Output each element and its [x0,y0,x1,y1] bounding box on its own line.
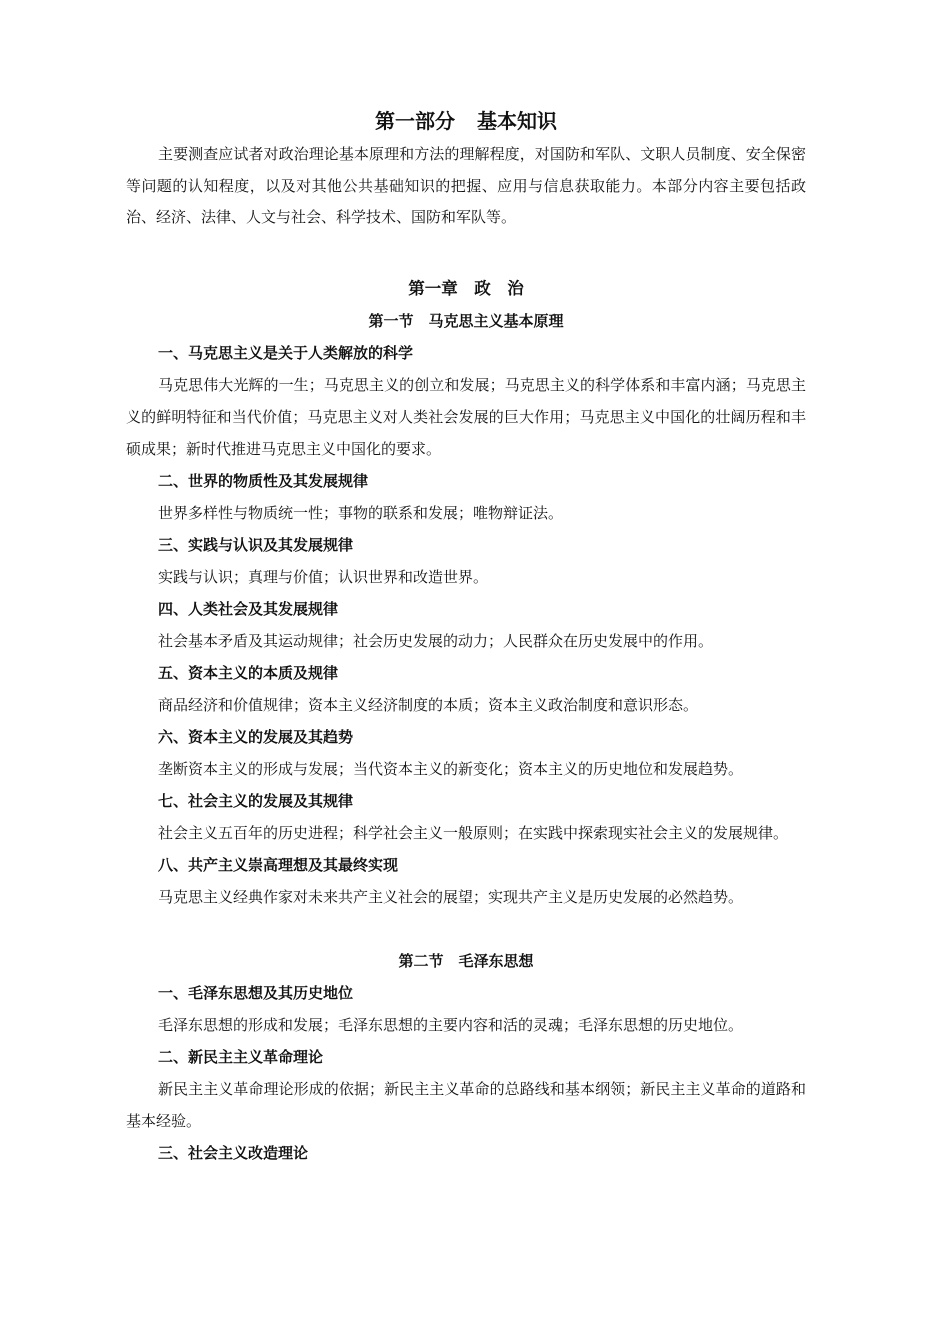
topic-body: 社会主义五百年的历史进程；科学社会主义一般原则；在实践中探索现实社会主义的发展规律。 [158,823,789,842]
topic-body: 世界多样性与物质统一性；事物的联系和发展；唯物辩证法。 [158,503,564,522]
topic-body: 垄断资本主义的形成与发展；当代资本主义的新变化；资本主义的历史地位和发展趋势。 [158,759,744,778]
topic-heading: 一、马克思主义是关于人类解放的科学 [158,343,414,362]
document-page [126,103,806,1169]
topic-body: 马克思主义经典作家对未来共产主义社会的展望；实现共产主义是历史发展的必然趋势。 [158,887,744,906]
part-title [126,103,806,139]
topic-body: 社会基本矛盾及其运动规律；社会历史发展的动力；人民群众在历史发展中的作用。 [158,631,714,650]
topic-heading: 四、人类社会及其发展规律 [158,599,339,618]
topic-heading: 六、资本主义的发展及其趋势 [158,727,354,746]
part-title-name: 基本知识 [477,109,557,133]
part-intro: 主要测查应试者对政治理论基本原理和方法的理解程度，对国防和军队、文职人员制度、安全保密等问题的认知程度，以及对其他公共基础知识的把握、应用与信息获取能力。本部分内容主要包括政治、经济、法律、人文与社会、科学技术、国防和军队等。 [126,145,806,226]
topic-heading: 八、共产主义崇高理想及其最终实现 [158,855,399,874]
part-title-number: 第一部分 [375,109,455,133]
topic-heading: 五、资本主义的本质及规律 [158,663,339,682]
topic-heading: 二、世界的物质性及其发展规律 [158,471,369,490]
section-1-topics [126,337,806,913]
topic-body: 商品经济和价值规律；资本主义经济制度的本质；资本主义政治制度和意识形态。 [158,695,699,714]
topic-heading: 一、毛泽东思想及其历史地位 [158,983,354,1002]
section-2-topics [126,977,806,1169]
topic-body: 新民主主义革命理论形成的依据；新民主主义革命的总路线和基本纲领；新民主主义革命的道路和基本经验。 [126,1079,806,1130]
topic-heading: 三、实践与认识及其发展规律 [158,535,354,554]
topic-heading: 二、新民主主义革命理论 [158,1047,324,1066]
topic-heading: 七、社会主义的发展及其规律 [158,791,354,810]
section-title-2: 第二节 毛泽东思想 [398,951,534,970]
section-title-1: 第一节 马克思主义基本原理 [368,311,564,330]
topic-body: 实践与认识；真理与价值；认识世界和改造世界。 [158,567,489,586]
topic-body: 马克思伟大光辉的一生；马克思主义的创立和发展；马克思主义的科学体系和丰富内涵；马克思主义的鲜明特征和当代价值；马克思主义对人类社会发展的巨大作用；马克思主义中国化的壮阔历程和丰硕成果；新时代推进马克思主义中国化的要求。 [126,375,806,458]
topic-heading: 三、社会主义改造理论 [158,1143,309,1162]
chapter-title: 第一章 政 治 [408,278,524,298]
topic-body: 毛泽东思想的形成和发展；毛泽东思想的主要内容和活的灵魂；毛泽东思想的历史地位。 [158,1015,744,1034]
